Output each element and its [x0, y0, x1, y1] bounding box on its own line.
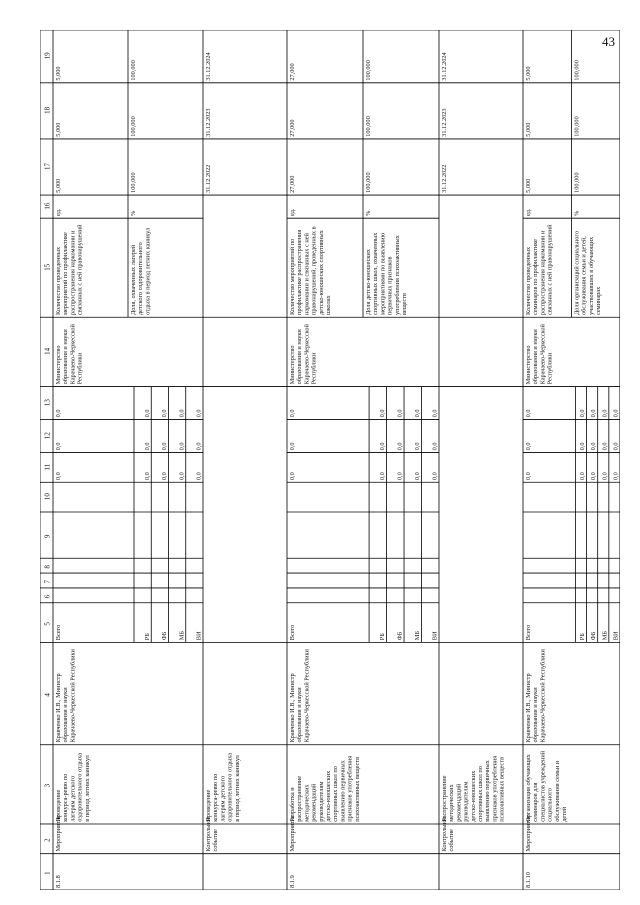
sub-amount: 0,0 [396, 409, 404, 418]
control-event-type: Контрольноесобытие [441, 816, 456, 852]
funding-label-2: ФБ [161, 631, 168, 641]
row-executor: Министерствообразования и наукиКарачаево-ЧеркесскойРеспублики [55, 324, 84, 385]
sub-amount: 0,0 [612, 409, 620, 418]
control-date: 31.12.2024 [205, 52, 212, 81]
sub-amount: 0,0 [195, 409, 203, 418]
sub-amount: 0,0 [379, 409, 387, 418]
control-date: 31.12.2022 [205, 164, 212, 193]
total-amount: 0,0 [525, 442, 532, 451]
row-name: Проведениеконкурса-ревю полагерям детскогооздоровительного отдыхав период летних каникул [55, 752, 91, 822]
indicator-value-2023: 100,000 [365, 116, 372, 137]
row-executor: Министерствообразования и наукиКарачаево-ЧеркесскойРеспублики [525, 324, 554, 385]
funding-label-4: ВИ [612, 631, 620, 641]
sub-amount: 0,0 [431, 442, 439, 451]
column-header-4: 4 [43, 693, 52, 697]
sub-amount: 0,0 [590, 472, 598, 481]
row-responsible: Кравченко И.В., Министробразования и наукиКарачаево-Черкесской Республики [55, 649, 77, 743]
indicator-value-2024: 27,000 [289, 63, 296, 81]
total-amount: 0,0 [289, 472, 296, 481]
total-amount: 0,0 [55, 442, 62, 451]
indicator-unit: % [573, 210, 581, 216]
sub-amount: 0,0 [579, 442, 587, 451]
indicator-value-2024: 100,000 [365, 60, 372, 81]
control-date: 31.12.2024 [441, 52, 448, 81]
column-header-19: 19 [43, 52, 52, 60]
column-header-6: 6 [43, 594, 52, 599]
column-header-17: 17 [43, 163, 52, 171]
total-amount: 0,0 [55, 409, 62, 418]
table-body [40, 30, 620, 890]
sub-amount: 0,0 [431, 472, 439, 481]
row-responsible: Кравченко И.В., Министробразования и наукиКарачаево-Черкесской Республики [289, 649, 311, 743]
row-type: Мероприятие [289, 815, 296, 852]
column-header-1: 1 [43, 871, 52, 875]
funding-total-label: Всего [525, 624, 532, 641]
row-number: 8.1.10 [525, 872, 532, 888]
indicator-value-2023: 5,000 [525, 122, 532, 137]
sub-amount: 0,0 [612, 442, 620, 451]
indicator-value-2024: 5,000 [525, 66, 532, 81]
sub-amount: 0,0 [143, 409, 151, 418]
indicator-text: Количество проведенныхсеминаров по профилактикераспространения наркомании исвязанных с ней правонарушений [525, 224, 554, 316]
column-header-7: 7 [43, 579, 52, 584]
sub-amount: 0,0 [396, 442, 404, 451]
total-amount: 0,0 [525, 472, 532, 481]
sub-amount: 0,0 [178, 409, 186, 418]
row-executor: Министерствообразования и наукиКарачаево-ЧеркесскойРеспублики [289, 324, 318, 385]
total-amount: 0,0 [55, 472, 62, 481]
indicator-value-2023: 5,000 [55, 122, 62, 137]
sub-amount: 0,0 [143, 442, 151, 451]
total-amount: 0,0 [525, 409, 532, 418]
funding-label-2: ФБ [396, 631, 404, 641]
indicator-text: Доля, охваченных лагерейдетского оздоровительногоотдыха в период летних каникул [130, 227, 152, 316]
sub-amount: 0,0 [195, 442, 203, 451]
sub-amount: 0,0 [601, 442, 609, 451]
indicator-value-2022: 100,000 [573, 172, 581, 193]
column-header-8: 8 [43, 565, 52, 569]
funding-label-3: МБ [601, 630, 609, 641]
indicator-unit: ед. [525, 208, 532, 216]
indicator-value-2023: 100,000 [130, 116, 137, 137]
column-header-9: 9 [43, 534, 52, 539]
column-header-10: 10 [43, 493, 52, 501]
funding-total-label: Всего [289, 624, 296, 641]
funding-label-3: МБ [414, 630, 422, 641]
page-number: 43 [602, 34, 615, 49]
indicator-value-2022: 100,000 [130, 172, 137, 193]
indicator-unit: % [130, 210, 137, 216]
funding-label-2: ФБ [590, 631, 598, 641]
sub-amount: 0,0 [431, 409, 439, 418]
total-amount: 0,0 [289, 409, 296, 418]
indicator-value-2024: 100,000 [130, 60, 137, 81]
column-header-18: 18 [43, 106, 52, 114]
sub-amount: 0,0 [590, 409, 598, 418]
sub-amount: 0,0 [195, 472, 203, 481]
row-type: Мероприятие [525, 815, 532, 852]
column-header-12: 12 [43, 432, 52, 440]
column-header-14: 14 [43, 347, 52, 355]
control-date: 31.12.2023 [441, 108, 448, 137]
indicator-unit: % [365, 210, 372, 216]
funding-label-1: РБ [579, 633, 587, 641]
sub-amount: 0,0 [178, 442, 186, 451]
column-header-11: 11 [43, 463, 52, 471]
funding-label-1: РБ [379, 633, 387, 641]
indicator-text: Доля организаций социальногообслуживания семьи и детей,участвовавших в обучающихсеминарах [573, 231, 603, 316]
sub-amount: 0,0 [143, 472, 151, 481]
control-event-name: Распространениеметодическихрекомендацийруководителямдетско-юношескихспортивных школ повыявлению первичныхпризнаков употребленияпсихоактивных веществ [441, 755, 506, 822]
row-name: Разработка ираспространениеметодическихрекомендацийруководителямдетско-юношескихспортивных школ повыявлению первичныхпризнаков употребленияпсихоактивных веществ [289, 755, 361, 822]
funding-label-4: ВИ [195, 631, 203, 641]
column-header-5: 5 [43, 622, 52, 626]
indicator-text: Количество проведенныхмероприятий по профилактикераспространения наркомании исвязанных с ней правонарушений [55, 224, 84, 316]
row-responsible: Кравченко И.В., Министробразования и наукиКарачаево-Черкесской Республики [525, 649, 547, 743]
control-date: 31.12.2022 [441, 164, 448, 193]
sub-amount: 0,0 [601, 409, 609, 418]
funding-label-3: МБ [178, 630, 186, 641]
sub-amount: 0,0 [161, 409, 168, 418]
indicator-value-2023: 100,000 [573, 116, 581, 137]
sub-amount: 0,0 [579, 472, 587, 481]
row-number: 8.1.9 [289, 875, 296, 888]
indicator-value-2024: 5,000 [55, 66, 62, 81]
sub-amount: 0,0 [161, 472, 168, 481]
indicator-value-2024: 100,000 [573, 60, 581, 81]
total-amount: 0,0 [289, 442, 296, 451]
control-event-type: Контрольноесобытие [205, 816, 220, 852]
rotated-table-page [40, 30, 620, 890]
sub-amount: 0,0 [579, 409, 587, 418]
indicator-text: Количество мероприятий попрофилактике распространениянаркомании и связанных с нейправонарушений, проведенных вдетско-юношеских спортивныхшколах [289, 226, 332, 316]
indicator-unit: ед. [55, 208, 62, 216]
sub-amount: 0,0 [379, 442, 387, 451]
indicator-value-2022: 27,000 [289, 175, 296, 193]
indicator-value-2022: 100,000 [365, 172, 372, 193]
funding-label-1: РБ [143, 633, 151, 641]
sub-amount: 0,0 [612, 472, 620, 481]
indicator-unit: ед. [289, 208, 296, 216]
sub-amount: 0,0 [414, 442, 422, 451]
row-type: Мероприятие [55, 815, 62, 852]
sub-amount: 0,0 [396, 472, 404, 481]
sub-amount: 0,0 [178, 472, 186, 481]
control-event-name: Проведениеконкурса-ревю полагерям детскогооздоровительного отдыхав период летних каникул [205, 752, 241, 822]
column-header-15: 15 [43, 263, 52, 271]
sub-amount: 0,0 [414, 409, 422, 418]
indicator-text: Доля детско-юношескихспортивных школ, охваченныхмероприятиями по выявлениюпервичных признаковупотребления психоактивныхвеществ [365, 232, 408, 316]
sub-amount: 0,0 [601, 472, 609, 481]
indicator-value-2022: 5,000 [55, 178, 62, 193]
row-name: Организация обучающихсеминаров дляспециалистов учрежденийсоциальногообслуживания семьи идетей [525, 750, 568, 822]
column-header-16: 16 [43, 202, 52, 210]
column-header-2: 2 [43, 838, 52, 842]
funding-label-4: ВИ [431, 631, 439, 641]
sub-amount: 0,0 [379, 472, 387, 481]
control-date: 31.12.2023 [205, 108, 212, 137]
indicator-value-2022: 5,000 [525, 178, 532, 193]
sub-amount: 0,0 [590, 442, 598, 451]
funding-total-label: Всего [55, 624, 62, 641]
indicator-value-2023: 27,000 [289, 119, 296, 137]
program-table [40, 30, 620, 890]
column-header-3: 3 [43, 783, 52, 788]
sub-amount: 0,0 [161, 442, 168, 451]
column-header-13: 13 [43, 399, 52, 407]
row-number: 8.1.8 [55, 875, 62, 888]
sub-amount: 0,0 [414, 472, 422, 481]
